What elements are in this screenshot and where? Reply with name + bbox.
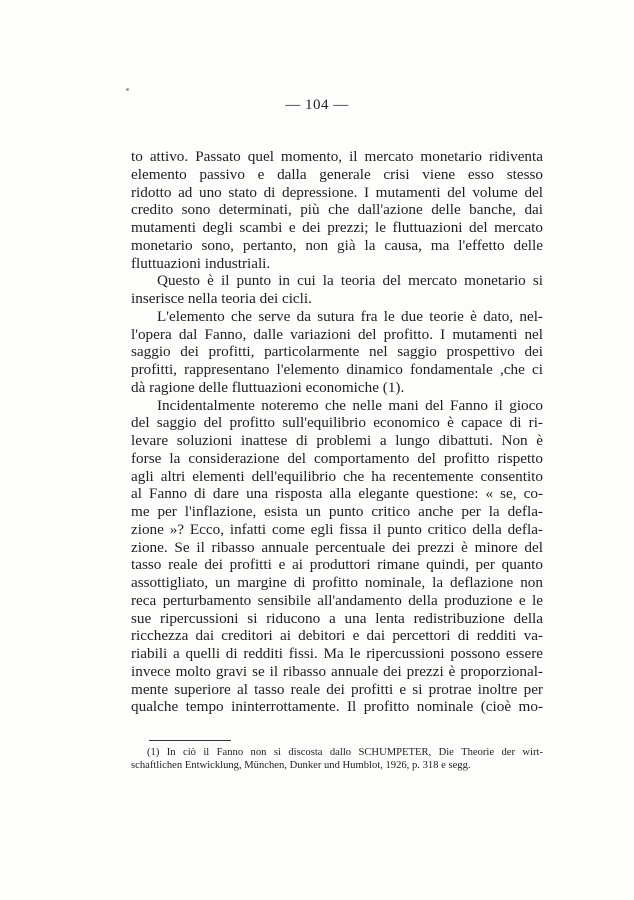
- text-line: to attivo. Passato quel momento, il mercato monetario ridiventa: [131, 148, 543, 165]
- scan-speck: [126, 88, 129, 91]
- text-line: Questo è il punto in cui la teoria del mercato monetario si: [157, 272, 543, 290]
- text-line: profitti, rappresentano l'elemento dinamico fondamentale ,che ci: [131, 361, 543, 378]
- text-line: inserisce nella teoria dei cicli.: [131, 290, 312, 307]
- text-line: agli altri elementi dell'equilibrio che ha recentemente consentito: [131, 467, 543, 485]
- text-line: assottigliato, un margine di profitto nominale, la deflazione non: [131, 574, 543, 591]
- footnote-line: (1) In ciò il Fanno non si discosta dallo SCHUMPETER, Die Theorie der wirt-: [147, 747, 543, 758]
- text-line: zione »? Ecco, infatti come egli fissa il punto critico della defla-: [131, 520, 543, 538]
- text-line: qualche tempo ininterrottamente. Il profitto nominale (cioè mo-: [131, 698, 543, 716]
- text-line: mutamenti degli scambi e dei prezzi; le fluttuazioni del mercato: [131, 219, 543, 236]
- text-line: saggio dei profitti, particolarmente nel saggio prospettivo dei: [131, 343, 543, 361]
- text-line: Incidentalmente noteremo che nelle mani del Fanno il gioco: [157, 396, 543, 414]
- text-line: ricchezza dai creditori ai debitori e dai percettori di redditi va-: [131, 627, 543, 645]
- text-line: monetario sono, pertanto, non già la causa, ma l'effetto delle: [131, 236, 543, 254]
- text-line: ridotto ad uno stato di depressione. I mutamenti del volume del: [131, 183, 543, 201]
- text-line: fluttuazioni industriali.: [131, 254, 271, 272]
- text-line: zione. Se il ribasso annuale percentuale dei prezzi è minore del: [131, 538, 543, 556]
- text-line: credito sono determinati, più che dall'azione delle banche, dai: [131, 201, 543, 219]
- footnote-separator: [149, 740, 231, 741]
- text-line: riabili a quelli di redditi fissi. Ma le ripercussioni possono essere: [131, 645, 543, 662]
- text-line: tasso reale dei profitti e ai produttori rimane quindi, per quanto: [131, 556, 543, 574]
- text-line: reca perturbamento sensibile all'andamento della produzione e le: [131, 591, 543, 609]
- text-line: l'opera dal Fanno, dalle variazioni del profitto. I mutamenti nel: [131, 325, 543, 343]
- footnote: [131, 746, 543, 772]
- text-line: me per l'inflazione, esista un punto critico anche per la defla-: [131, 503, 543, 520]
- text-line: al Fanno di dare una risposta alla elegante questione: « se, co-: [131, 485, 543, 503]
- text-line: del saggio del profitto sull'equilibrio economico è capace di ri-: [131, 414, 543, 432]
- body-text: [131, 148, 543, 716]
- text-line: mente superiore al tasso reale dei profitti e si protrae inoltre per: [131, 680, 543, 698]
- text-line: forse la considerazione del comportamento del profitto rispetto: [131, 449, 543, 467]
- page-number: — 104 —: [285, 97, 349, 113]
- text-line: sue ripercussioni si riducono a una lenta redistribuzione della: [131, 609, 543, 627]
- footnote-line: schaftlichen Entwicklung, München, Dunker und Humblot, 1926, p. 318 e segg.: [131, 760, 471, 771]
- text-line: L'elemento che serve da sutura fra le due teorie è dato, nel-: [157, 307, 543, 325]
- text-line: elemento passivo e dalla generale crisi viene esso stesso: [131, 165, 543, 183]
- text-line: dà ragione delle fluttuazioni economiche (1).: [131, 378, 405, 396]
- text-line: levare soluzioni inattese di problemi a lungo dibattuti. Non è: [131, 432, 543, 449]
- text-line: invece molto gravi se il ribasso annuale dei prezzi è proporzional-: [131, 662, 543, 680]
